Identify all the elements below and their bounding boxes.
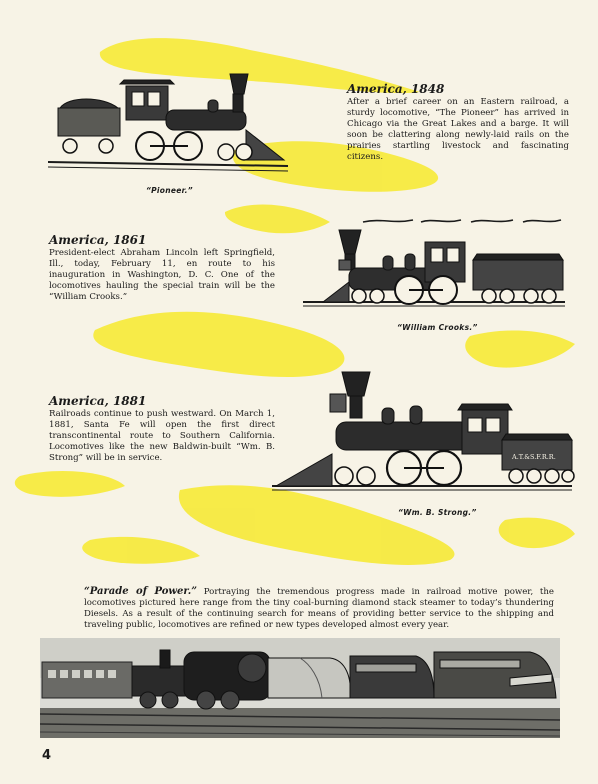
diesel-locomotive-2: [434, 652, 556, 698]
section-1848-caption: “Pioneer.”: [146, 186, 193, 195]
brush-stroke-6: [15, 471, 125, 497]
william-crooks-locomotive-illustration: [303, 210, 571, 318]
pioneer-locomotive-illustration: [48, 66, 293, 178]
section-1881-body: Railroads continue to push westward. On March 1, 1881, Santa Fe will open the first direct transcontinental route to Southern California. Locomotives like the new Baldwin-built “Wm. B. Strong” will be in service.: [49, 409, 275, 463]
parade-of-power-paragraph: [84, 586, 554, 631]
parade-of-power-lead: “Parade of Power.”: [84, 586, 197, 597]
brush-stroke-5: [465, 330, 575, 367]
parade-of-power-body: Portraying the tremendous progress made in railroad motive power, the locomotives pictured here range from the tiny coal-burning diamond stack steamer to today’s thundering Diesels. As a result of the continuing search for means of providing better service to the shipping and traveling public, locomotives are refined or new types developed almost every year.: [84, 587, 555, 630]
diesel-locomotive-1: [350, 656, 434, 698]
smoke-trail: [363, 220, 561, 222]
wm-b-strong-locomotive-illustration: [272, 368, 576, 496]
passenger-car: [42, 662, 132, 698]
pioneer-engine: [120, 74, 284, 160]
streamlined-steam-engine: [268, 658, 350, 698]
section-1881-heading: America, 1881: [49, 394, 147, 408]
brush-stroke-8: [82, 537, 200, 564]
brush-stroke-9: [499, 518, 575, 548]
strong-engine: [276, 372, 512, 486]
pioneer-tender: [58, 99, 120, 153]
page-number: 4: [42, 748, 52, 763]
brush-stroke-7: [179, 485, 455, 565]
tender-lettering: A.T.&S.F.R.R.: [512, 453, 556, 461]
track-bed: [40, 708, 560, 738]
section-1861-heading: America, 1861: [49, 233, 147, 247]
section-1881-caption: “Wm. B. Strong.”: [398, 508, 477, 517]
section-1848-heading: America, 1848: [347, 82, 445, 96]
crooks-tender: [473, 254, 563, 303]
section-1861-caption: “William Crooks.”: [397, 323, 478, 332]
section-1848-body: After a brief career on an Eastern railroad, a sturdy locomotive, “The Pioneer” has arrived in Chicago via the Great Lakes and a barge. It will soon be clattering along newly-laid rails on the prairies startling livestock and fascinating citizens.: [347, 97, 569, 162]
parade-of-power-photo: [40, 638, 560, 738]
steam-engine-2: [184, 652, 270, 709]
section-1861-body: President-elect Abraham Lincoln left Springfield, Ill., today, February 11, en route to his inauguration in Washington, D. C. One of the locomotives hauling the special train will be the “William Crooks.”: [49, 248, 275, 302]
crooks-engine: [323, 230, 465, 304]
